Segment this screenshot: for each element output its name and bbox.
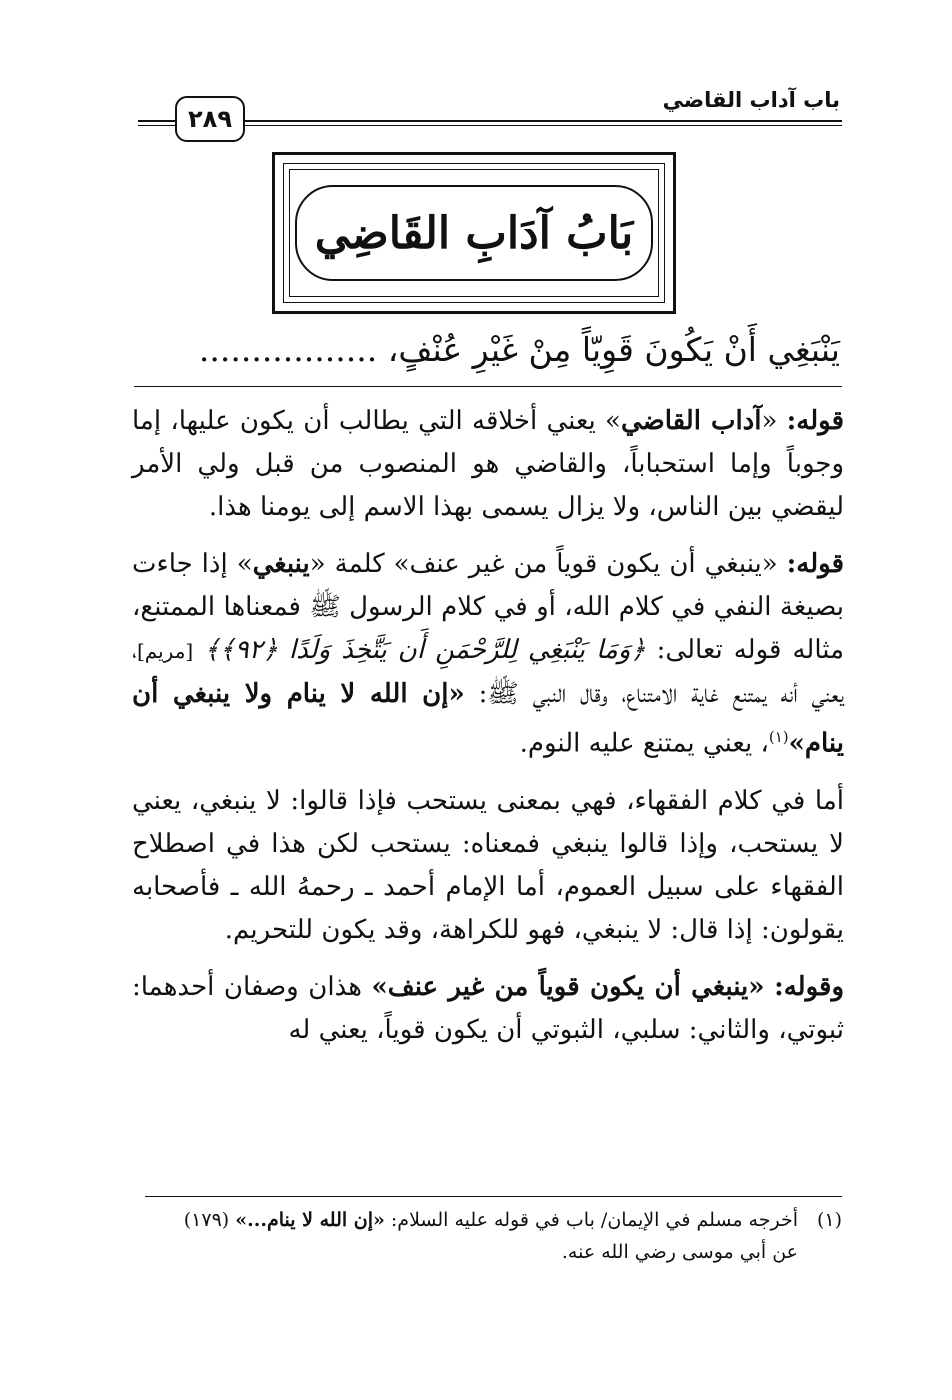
- matn-text: يَنْبَغِي أَنْ يَكُونَ قَوِيّاً مِنْ غَيْرِ عُنْفٍ، .................: [198, 330, 840, 369]
- paragraph: [132, 780, 844, 952]
- header-rule: [240, 120, 842, 122]
- text-run: ينبغي: [252, 549, 310, 579]
- paragraph-lead: قوله:: [786, 549, 844, 579]
- paragraph-lead: قوله:: [786, 406, 844, 436]
- text-run: «ينبغي أن يكون قوياً من غير عنف» كلمة «: [309, 549, 787, 579]
- paragraph: [132, 966, 844, 1052]
- paragraph-lead: وقوله:: [774, 971, 844, 1002]
- text-run: » يعني أخلاقه التي يطالب أن يكون عليها، إما وجوباً وإما استحباباً، والقاضي هو المنصوب من قبل ولي الأمر ليقضي بين الناس، ولا يزال يسمى بهذا الاسم إلى يومنا هذا.: [132, 406, 844, 522]
- commentary-body: [132, 400, 844, 1066]
- text-run: «إن الله لا ينام ولا ينبغي أن ينام»: [132, 679, 844, 759]
- text-run: «ينبغي أن يكون قوياً من غير عنف»: [371, 971, 765, 1002]
- footnote-quote: «إن الله لا ينام...»: [235, 1209, 385, 1231]
- footnote: [130, 1204, 842, 1236]
- paragraph: [132, 400, 844, 529]
- footnote-text: أخرجه مسلم في الإيمان/ باب في قوله عليه السلام:: [384, 1209, 798, 1231]
- text-run: آداب القاضي: [620, 406, 762, 436]
- text-run: هذان وصفان أحدهما: ثبوتي، والثاني: سلبي، الثبوتي أن يكون قوياً، يعني له: [132, 971, 844, 1045]
- paragraph: [132, 543, 844, 766]
- running-title: باب آداب القاضي: [662, 88, 840, 112]
- page-number: [175, 96, 245, 142]
- chapter-title-pill: [295, 185, 653, 281]
- matn-rule: [134, 386, 842, 387]
- header-rule-thin: [240, 125, 842, 126]
- page-number-text: ٢٨٩: [188, 105, 232, 133]
- header-rule-left-thin: [138, 125, 176, 126]
- text-run: ، يعني أنه يمتنع غاية الامتناع، وقال النبي ﷺ:: [132, 635, 845, 709]
- header-rule-left: [138, 120, 176, 122]
- chapter-title: بَابُ آدَابِ القَاضِي: [314, 207, 634, 259]
- footnote-ref: (١): [768, 728, 789, 746]
- text-run: ، يعني يمتنع عليه النوم.: [519, 728, 769, 759]
- text-run: [مريم]: [136, 639, 194, 663]
- chapter-title-frame: [272, 152, 676, 314]
- text-run: [193, 635, 204, 665]
- footnotes: [130, 1204, 842, 1268]
- footnote-continuation: عن أبي موسى رضي الله عنه.: [561, 1241, 798, 1263]
- text-run: » إذا جاءت بصيغة النفي في كلام الله، أو في كلام الرسول ﷺ فمعناها الممتنع، مثاله قوله تعالى:: [132, 549, 845, 665]
- text-run: أما في كلام الفقهاء، فهي بمعنى يستحب فإذا قالوا: لا ينبغي، يعني لا يستحب، وإذا قالوا ينبغي فمعناه: يستحب لكن هذا في اصطلاح الفقهاء على سبيل العموم، أما الإمام أحمد ـ رحمهُ الله ـ فأصحابه يقولون: إذا قال: لا ينبغي، فهو للكراهة، وقد يكون للتحريم.: [132, 785, 844, 945]
- footnote-rule: [145, 1196, 842, 1197]
- quran-verse: ﴿وَمَا يَنْبَغِي لِلرَّحْمَنِ أَن يَتَّخِذَ وَلَدًا ﴿٩٢﴾﴾: [204, 635, 646, 665]
- footnote-number: (١): [816, 1209, 842, 1231]
- footnote-hadith-number: (١٧٩): [183, 1209, 236, 1231]
- text-run: [765, 972, 775, 1002]
- text-run: «: [761, 406, 787, 436]
